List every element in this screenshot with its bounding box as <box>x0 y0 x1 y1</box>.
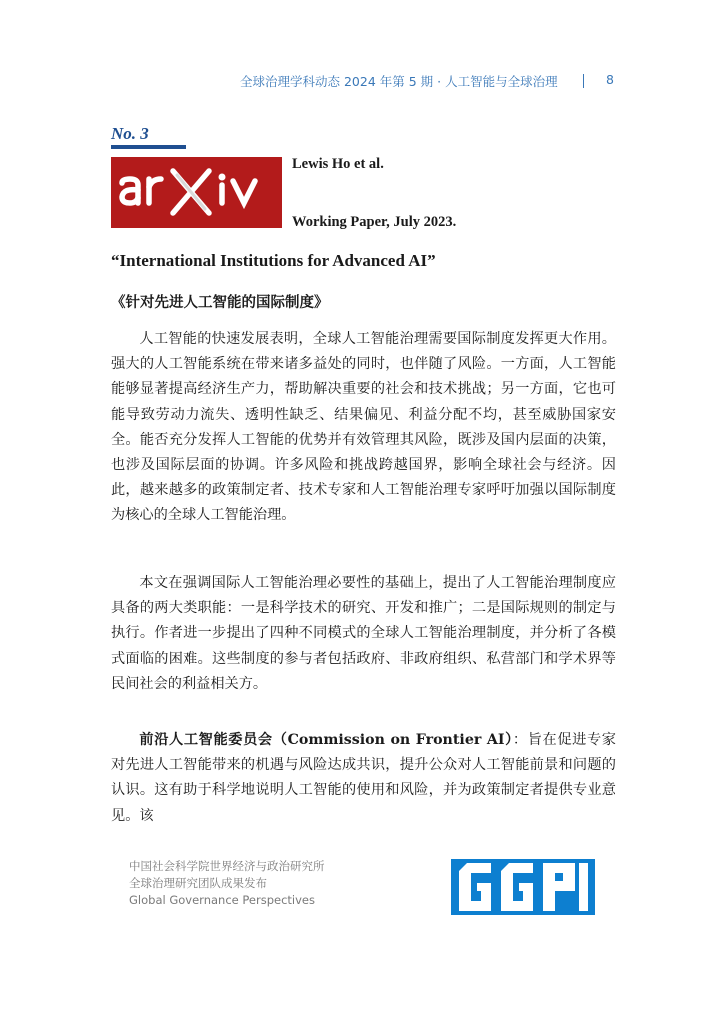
body-paragraph: 本文在强调国际人工智能治理必要性的基础上，提出了人工智能治理制度应具备的两大类职能：一是科学技术的研究、开发和推广；二是国际规则的制定与执行。作者进一步提出了四种不同模式的全球人工智能治理制度，并分析了各模式面临的困难。这些制度的参与者包括政府、非政府组织、私营部门和学术界等民间社会的利益相关方。 <box>111 575 616 692</box>
header-divider <box>583 74 584 88</box>
arxiv-logo <box>111 157 282 228</box>
publication-info: Working Paper, July 2023. <box>292 214 457 230</box>
arxiv-logo-graphic <box>111 157 282 228</box>
ggp-logo-graphic <box>451 859 595 915</box>
ggp-logo <box>451 859 595 915</box>
footer-line: 中国社会科学院世界经济与政治研究所 <box>129 859 325 873</box>
paragraph-text: ：旨在促进专家对先进人工智能带来的机遇与风险达成共识，提升公众对人工智能前景和问题的认识。这有助于科学地说明人工智能的使用和风险，并为政策制定者提供专业意见。该 <box>111 732 616 824</box>
page-number: 8 <box>606 72 614 87</box>
footer-line: Global Governance Perspectives <box>129 893 315 907</box>
journal-title: 全球治理学科动态 2024 年第 5 期 · 人工智能与全球治理 <box>240 74 558 89</box>
running-header <box>0 70 724 92</box>
footer-line: 全球治理研究团队成果发布 <box>129 876 267 890</box>
commission-term: 前沿人工智能委员会（Commission on Frontier AI） <box>139 732 513 748</box>
body-paragraph <box>111 728 616 829</box>
body-paragraph: 人工智能的快速发展表明，全球人工智能治理需要国际制度发挥更大作用。强大的人工智能系统在带来诸多益处的同时，也伴随了风险。一方面，人工智能能够显著提高经济生产力，帮助解决重要的社会和技术挑战；另一方面，它也可能导致劳动力流失、透明性缺乏、结果偏见、利益分配不均，甚至威胁国家安全。能否充分发挥人工智能的优势并有效管理其风险，既涉及国内层面的决策，也涉及国际层面的协调。许多风险和挑战跨越国界，影响全球社会与经济。因此，越来越多的政策制定者、技术专家和人工智能治理专家呼吁加强以国际制度为核心的全球人工智能治理。 <box>111 331 616 524</box>
entry-number-underline <box>111 145 186 149</box>
paper-title-en: “International Institutions for Advanced AI” <box>111 251 436 270</box>
entry-number: No. 3 <box>111 124 149 143</box>
paper-title-zh: 《针对先进人工智能的国际制度》 <box>111 295 329 311</box>
author: Lewis Ho et al. <box>292 156 384 172</box>
footer-institution <box>129 858 325 909</box>
